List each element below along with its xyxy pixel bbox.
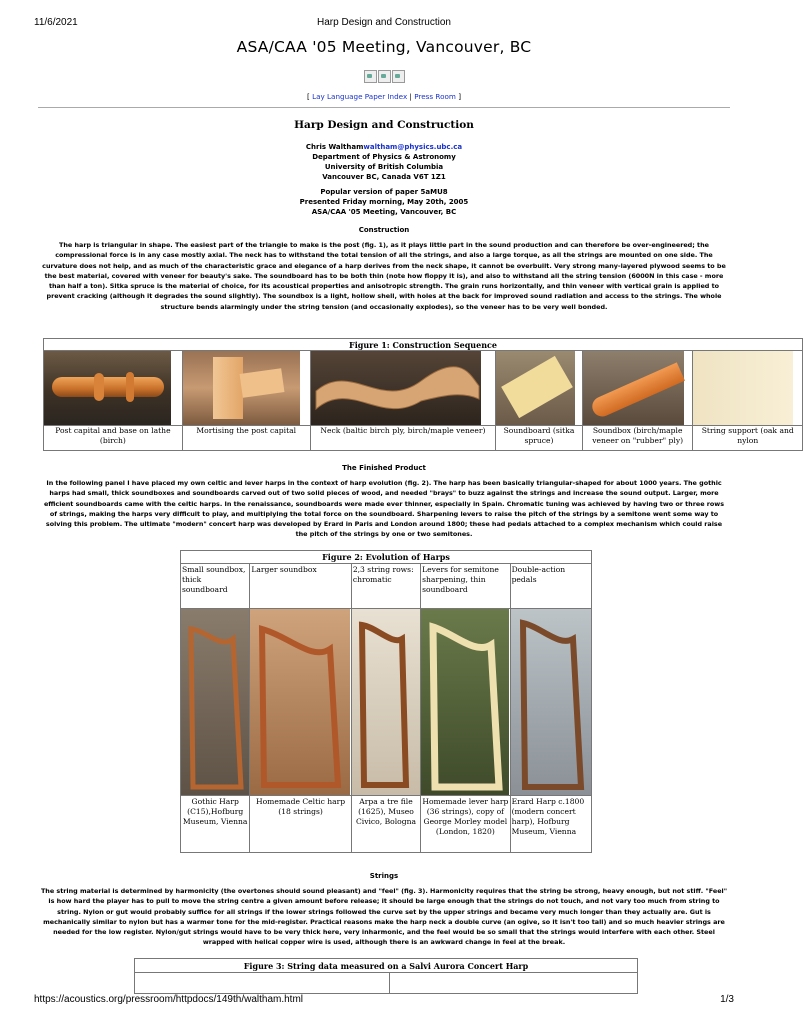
print-footer <box>34 994 734 1008</box>
figure-1 <box>43 338 794 450</box>
press-room-link[interactable]: Press Room <box>414 92 456 101</box>
fig2-caption: Erard Harp c.1800 (modern concert harp), Hofburg Museum, Vienna <box>510 796 591 853</box>
photo-lever-harp <box>421 609 509 795</box>
fig1-caption: Soundbox (birch/maple veneer on "rubber" ply) <box>582 426 693 451</box>
figure-3-title: Figure 3: String data measured on a Salvi Aurora Concert Harp <box>135 959 638 973</box>
meeting-title: ASA/CAA '05 Meeting, Vancouver, BC <box>236 38 532 56</box>
icon-row <box>38 70 730 92</box>
print-title: Harp Design and Construction <box>317 17 451 28</box>
photo-celtic-harp <box>250 609 350 795</box>
city: Vancouver BC, Canada V6T 1Z1 <box>322 173 446 181</box>
photo-soundboard <box>496 351 575 425</box>
fig2-header: 2,3 string rows: chromatic <box>351 564 420 609</box>
divider <box>38 107 730 108</box>
fig2-header: Small soundbox, thick soundboard <box>181 564 250 609</box>
fig1-caption: Neck (baltic birch ply, birch/maple veneer) <box>310 426 495 451</box>
photo-post-lathe <box>44 351 171 425</box>
fig2-caption: Arpa a tre file (1625), Museo Civico, Bologna <box>351 796 420 853</box>
fig2-caption: Homemade Celtic harp (18 strings) <box>250 796 351 853</box>
author-name: Chris Waltham <box>305 143 364 151</box>
construction-paragraph: The harp is triangular in shape. The easiest part of the triangle to make is the post (fig. 1), as it plays little part in the sound production and can therefore be over-engineered; the compressional force is in any case mostly axial. The neck has to withstand the total tension of all the strings, and also a large torque, as all the strings are mounted on one side. The curvature does not help, and as much of the characteristic grace and elegance of a harp derives from the neck shape, it cannot be overbuilt. Very strong many-layered plywood seems to be the best material, covered with veneer for beauty's sake. The soundboard has to be both thin (note how floppy it is), and also to withstand all the string tension (6000N in this case - more than half a ton). Sitka spruce is the material of choice, for its acoustical properties and anisotropic strength. The grain runs horizontally, and thin veneer with vertical grain is applied to prevent cracking (although it degrades the sound slightly). The soundbox is a light, hollow shell, with holes at the back for improved sound radiation and access to the strings. The whole structure bends alarmingly under the string tension (and occasionally explodes), so the veneer has to be very well bonded. <box>42 241 726 311</box>
strings-section <box>38 866 730 948</box>
presented-date: Presented Friday morning, May 20th, 2005 <box>299 198 469 206</box>
figure-3 <box>134 958 638 994</box>
photo-soundbox <box>583 351 684 425</box>
fig1-caption: Soundboard (sitka spruce) <box>496 426 583 451</box>
fig2-header: Levers for semitone sharpening, thin soundboard <box>421 564 510 609</box>
top-nav: [ Lay Language Paper Index | Press Room ] <box>307 92 461 101</box>
department: Department of Physics & Astronomy <box>312 153 456 161</box>
strings-heading: Strings <box>369 872 399 880</box>
fig2-header: Double-action pedals <box>510 564 591 609</box>
photo-arpa-tre-file <box>352 609 420 795</box>
finished-section <box>38 458 730 540</box>
broken-image-icon[interactable] <box>364 70 377 83</box>
page-number: 1/3 <box>720 994 734 1005</box>
print-header <box>34 17 734 31</box>
photo-erard-harp <box>511 609 591 795</box>
lay-language-index-link[interactable]: Lay Language Paper Index <box>312 92 408 101</box>
finished-heading: The Finished Product <box>342 464 426 472</box>
author-email-link[interactable]: waltham@physics.ubc.ca <box>363 143 463 151</box>
figure-1-title: Figure 1: Construction Sequence <box>44 339 803 351</box>
photo-mortising <box>183 351 300 425</box>
print-date: 11/6/2021 <box>34 17 78 28</box>
photo-gothic-harp <box>181 609 249 795</box>
university: University of British Columbia <box>324 163 444 171</box>
page-content <box>38 38 730 312</box>
print-url: https://acoustics.org/pressroom/httpdocs/149th/waltham.html <box>34 994 304 1005</box>
broken-image-icon[interactable] <box>392 70 405 83</box>
figure-2 <box>180 550 592 853</box>
fig1-caption: String support (oak and nylon <box>693 426 803 451</box>
fig2-caption: Homemade lever harp (36 strings), copy of George Morley model (London, 1820) <box>421 796 510 853</box>
fig1-caption: Mortising the post capital <box>182 426 310 451</box>
construction-heading: Construction <box>358 226 410 234</box>
fig1-caption: Post capital and base on lathe (birch) <box>44 426 183 451</box>
paper-meeting: ASA/CAA '05 Meeting, Vancouver, BC <box>311 208 457 216</box>
finished-paragraph: In the following panel I have placed my own celtic and lever harps in the context of harp evolution (fig. 2). The harp has been basically triangular-shaped for about 1000 years. The gothic harps had small, thick soundboxes and soundboards carved out of two solid pieces of wood, and needed "brays" to buzz against the strings and increase the sound output. Larger, more efficient soundboards came with the celtic harps. In the renaissance, soundboards were made ever thinner, especially in Spain. Chromatic tuning was achieved by having two or three rows of strings, making the harps very difficult to play, and multiplying the total force on the soundboard. Sharpening levers to raise the pitch of the strings by a semitone went some way to solving this problem. The ultimate "modern" concert harp was developed by Erard in Paris and London around 1800; these had pedals attached to a complex mechanism which could raise the pitch of the strings by one or two semitones. <box>43 479 725 539</box>
figure-2-title: Figure 2: Evolution of Harps <box>181 551 592 564</box>
paper-version: Popular version of paper 5aMU8 <box>320 188 448 196</box>
paper-title: Harp Design and Construction <box>294 119 474 131</box>
fig2-caption: Gothic Harp (C15),Hofburg Museum, Vienna <box>181 796 250 853</box>
fig2-header: Larger soundbox <box>250 564 351 609</box>
strings-paragraph: The string material is determined by harmonicity (the overtones should sound pleasant) and "feel" (fig. 3). Harmonicity requires that the string be strong, heavy enough, but not stiff. "Feel" is how hard the player has to pull to move the string centre a given amount before release; it should be large enough that the strings do not touch, and not vary too much from string to string. Nylon or gut would probably suffice for all strings if the lower strings followed the curve set by the upper strings and became very much longer than they actually are. Gut is mechanically similar to nylon but has a warmer tone for the mid-register. Practical reasons make the harp neck a double curve (an ogive, so it isn't too tall) and so much heavier strings are needed for the low register. Nylon/gut strings would have to be very thick here, very inharmonic, and the feel would be so small that the strings would interfere with each other. Steel wrapped with helical copper wire is used, although there is an awkward change in feel at the break. <box>40 887 728 947</box>
broken-image-icon[interactable] <box>378 70 391 83</box>
photo-string-support <box>693 351 793 425</box>
photo-neck <box>311 351 481 425</box>
author-block <box>38 142 730 217</box>
